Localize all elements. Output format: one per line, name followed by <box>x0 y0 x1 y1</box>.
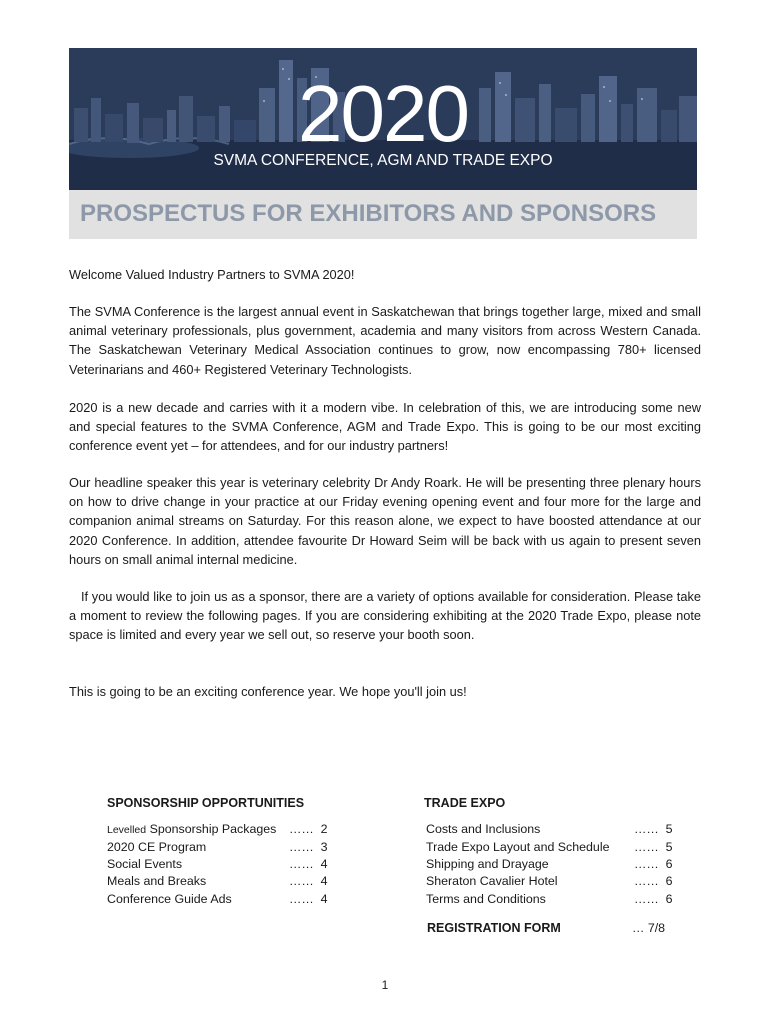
toc-registration-form[interactable]: REGISTRATION FORM <box>427 921 561 935</box>
paragraph-1 <box>69 302 701 379</box>
toc-item-terms[interactable]: Terms and Conditions <box>426 892 546 906</box>
toc-item-meals-breaks[interactable] <box>107 874 206 888</box>
paragraph-5-text: This is going to be an exciting conference year. We hope you'll join us! <box>69 684 467 699</box>
toc-registration-page: … 7/8 <box>632 921 666 935</box>
welcome-line <box>69 265 701 284</box>
toc-item-page: …… 5 <box>634 822 673 836</box>
header-banner <box>69 48 697 190</box>
document-title: PROSPECTUS FOR EXHIBITORS AND SPONSORS <box>80 200 657 227</box>
welcome-text: Welcome Valued Industry Partners to SVMA 2020! <box>69 267 355 282</box>
toc-item-label: Meals and Breaks <box>107 874 207 888</box>
toc-item-page: …… 3 <box>289 840 328 854</box>
page-number: 1 <box>381 978 389 992</box>
toc-item-page: …… 4 <box>289 874 328 888</box>
toc-item-social-events[interactable] <box>107 857 182 871</box>
toc-item-label: Sponsorship Packages <box>149 822 277 836</box>
paragraph-2-text: 2020 is a new decade and carries with it a modern vibe. In celebration of this, we are introducing some new and special features to the SVMA Conference, AGM and Trade Expo. This is going to be our most exciting conference event yet – for attendees, and for our industry partners! <box>69 400 701 454</box>
paragraph-4 <box>69 587 701 645</box>
toc-item-label: Social Events <box>107 857 183 871</box>
paragraph-1-text: The SVMA Conference is the largest annual event in Saskatchewan that brings together large, mixed and small animal veterinary professionals, plus government, academia and many visitors from across Western Canada. The Saskatchewan Veterinary Medical Association continues to grow, now encompassing 780+ licensed Veterinarians and 460+ Registered Veterinary Technologists. <box>69 304 701 377</box>
toc-item-ce-program[interactable] <box>107 840 206 854</box>
toc-item-costs[interactable]: Costs and Inclusions <box>426 822 541 836</box>
toc-item-sponsorship-packages[interactable] <box>107 822 276 836</box>
toc-item-page: …… 6 <box>634 892 673 906</box>
toc-item-layout-schedule[interactable]: Trade Expo Layout and Schedule <box>426 840 610 854</box>
toc-sponsorship-heading: SPONSORSHIP OPPORTUNITIES <box>107 796 305 810</box>
title-bar <box>69 190 697 239</box>
toc-item-page: …… 2 <box>289 822 328 836</box>
paragraph-3-text: Our headline speaker this year is veterinary celebrity Dr Andy Roark. He will be presenting three plenary hours on how to drive change in your practice at our Friday evening opening event and four more for the large and companion animal streams on Saturday. For this reason alone, we expect to have boosted attendance at our 2020 Conference. In addition, attendee favourite Dr Howard Seim will be back with us again to present seven hours on small animal internal medicine. <box>69 475 701 567</box>
toc-item-page: …… 6 <box>634 857 673 871</box>
toc-trade-heading: TRADE EXPO <box>424 796 506 810</box>
paragraph-3 <box>69 473 701 569</box>
toc-item-page: …… 5 <box>634 840 673 854</box>
paragraph-5 <box>69 682 701 701</box>
toc-item-page: …… 6 <box>634 874 673 888</box>
banner-subtitle: SVMA CONFERENCE, AGM AND TRADE EXPO <box>213 152 553 169</box>
toc-item-label: 2020 CE Program <box>107 840 207 854</box>
toc-item-page: …… 4 <box>289 892 328 906</box>
toc-item-label: Conference Guide Ads <box>107 892 232 906</box>
toc-item-shipping[interactable]: Shipping and Drayage <box>426 857 549 871</box>
toc-item-hotel[interactable]: Sheraton Cavalier Hotel <box>426 874 558 888</box>
toc-item-prefix: Levelled <box>107 824 147 836</box>
toc-item-page: …… 4 <box>289 857 328 871</box>
paragraph-2 <box>69 398 701 456</box>
banner-year: 2020 <box>298 69 468 158</box>
paragraph-4-text: If you would like to join us as a sponsor, there are a variety of options available for consideration. Please take a moment to review the following pages. If you are considering exhibiting at the 2020 Trade Expo, please note space is limited and every year we sell out, so reserve your booth soon. <box>69 589 701 643</box>
toc-item-guide-ads[interactable] <box>107 892 232 906</box>
